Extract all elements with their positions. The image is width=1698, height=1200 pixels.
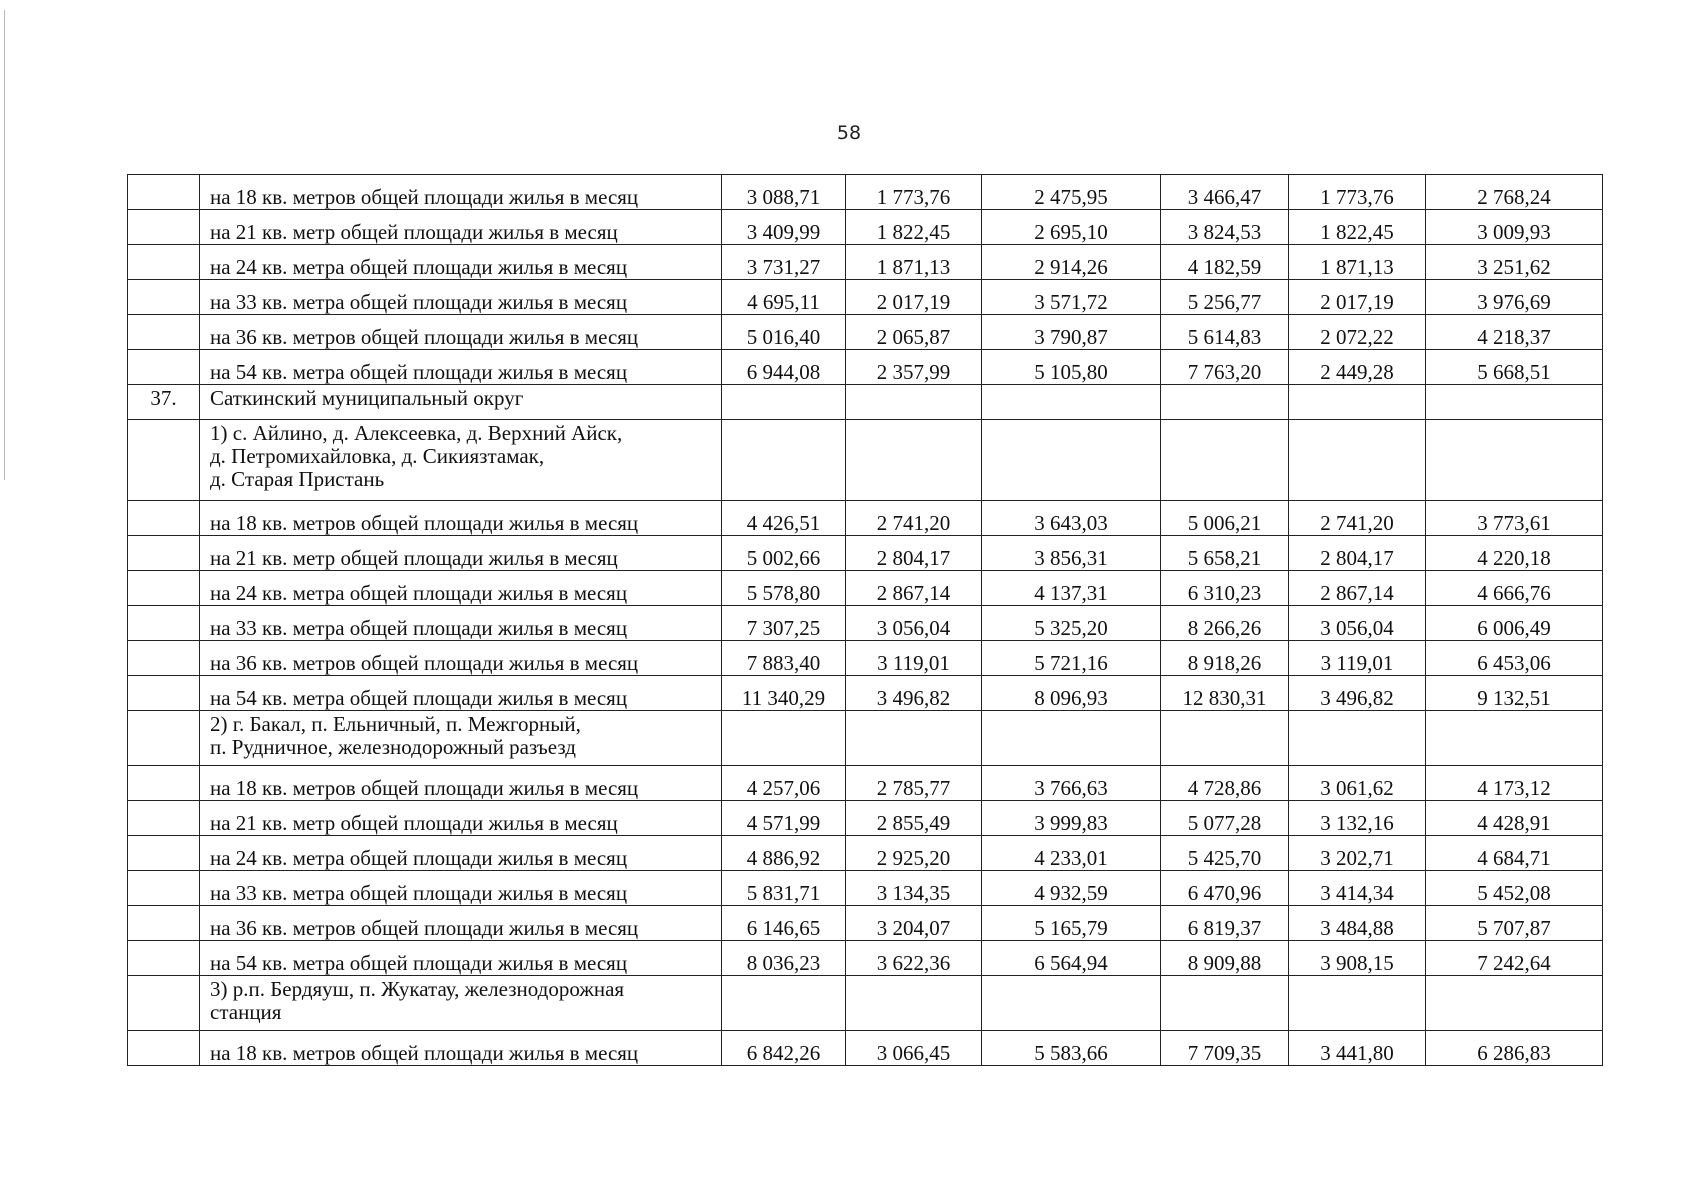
value-cell-col-6: 9 132,51 xyxy=(1426,676,1603,711)
value-cell-col-4: 4 728,86 xyxy=(1161,766,1289,801)
value-cell-col-5: 3 202,71 xyxy=(1289,836,1426,871)
value-cell-col-1: 11 340,29 xyxy=(722,676,846,711)
row-number-cell xyxy=(128,766,200,801)
row-number-cell xyxy=(128,501,200,536)
row-label-cell: на 18 кв. метров общей площади жилья в месяц xyxy=(200,501,722,536)
value-cell-col-6: 4 428,91 xyxy=(1426,801,1603,836)
value-cell-col-2: 2 925,20 xyxy=(846,836,982,871)
value-cell-col-3: 2 475,95 xyxy=(982,175,1161,210)
value-cell-col-4: 6 470,96 xyxy=(1161,871,1289,906)
value-cell-col-3: 4 233,01 xyxy=(982,836,1161,871)
value-cell-col-5: 3 441,80 xyxy=(1289,1031,1426,1066)
value-cell-col-2: 2 017,19 xyxy=(846,280,982,315)
table-row xyxy=(128,571,1603,606)
section-label-cell: 1) с. Айлино, д. Алексеевка, д. Верхний Айск, д. Петромихайловка, д. Сикиязтамак, д. Старая Пристань xyxy=(200,420,722,501)
value-cell-col-2: 3 134,35 xyxy=(846,871,982,906)
value-cell-col-5: 3 132,16 xyxy=(1289,801,1426,836)
value-cell-col-2: 2 357,99 xyxy=(846,350,982,385)
value-cell-col-4: 6 310,23 xyxy=(1161,571,1289,606)
value-cell-col-2: 1 871,13 xyxy=(846,245,982,280)
value-cell-col-2: 3 204,07 xyxy=(846,906,982,941)
value-cell-col-3: 5 583,66 xyxy=(982,1031,1161,1066)
value-cell-col-3: 5 105,80 xyxy=(982,350,1161,385)
row-label-cell: на 21 кв. метр общей площади жилья в месяц xyxy=(200,801,722,836)
value-cell-col-2: 3 119,01 xyxy=(846,641,982,676)
row-number-cell xyxy=(128,1031,200,1066)
value-cell-col-3: 4 932,59 xyxy=(982,871,1161,906)
table-row xyxy=(128,315,1603,350)
value-cell-col-6: 4 218,37 xyxy=(1426,315,1603,350)
value-cell-col-1: 6 146,65 xyxy=(722,906,846,941)
row-number-cell xyxy=(128,280,200,315)
row-label-cell: на 33 кв. метра общей площади жилья в месяц xyxy=(200,871,722,906)
value-cell-col-3 xyxy=(982,385,1161,420)
value-cell-col-3: 3 571,72 xyxy=(982,280,1161,315)
value-cell-col-6: 5 707,87 xyxy=(1426,906,1603,941)
value-cell-col-5: 1 871,13 xyxy=(1289,245,1426,280)
value-cell-col-3: 3 643,03 xyxy=(982,501,1161,536)
table-row xyxy=(128,941,1603,976)
value-cell-col-4: 7 763,20 xyxy=(1161,350,1289,385)
value-cell-col-2 xyxy=(846,420,982,501)
row-number-cell xyxy=(128,906,200,941)
row-label-cell: на 18 кв. метров общей площади жилья в месяц xyxy=(200,175,722,210)
row-number-cell xyxy=(128,941,200,976)
value-cell-col-2: 2 065,87 xyxy=(846,315,982,350)
value-cell-col-4: 7 709,35 xyxy=(1161,1031,1289,1066)
value-cell-col-3: 5 165,79 xyxy=(982,906,1161,941)
row-number-cell xyxy=(128,606,200,641)
value-cell-col-2: 2 785,77 xyxy=(846,766,982,801)
value-cell-col-1: 4 426,51 xyxy=(722,501,846,536)
value-cell-col-6 xyxy=(1426,385,1603,420)
value-cell-col-1: 4 571,99 xyxy=(722,801,846,836)
value-cell-col-4: 12 830,31 xyxy=(1161,676,1289,711)
value-cell-col-4 xyxy=(1161,711,1289,766)
value-cell-col-4: 3 466,47 xyxy=(1161,175,1289,210)
value-cell-col-1 xyxy=(722,711,846,766)
value-cell-col-6: 7 242,64 xyxy=(1426,941,1603,976)
value-cell-col-3: 5 721,16 xyxy=(982,641,1161,676)
value-cell-col-6: 4 220,18 xyxy=(1426,536,1603,571)
value-cell-col-6: 3 976,69 xyxy=(1426,280,1603,315)
value-cell-col-4: 4 182,59 xyxy=(1161,245,1289,280)
table-row xyxy=(128,766,1603,801)
table-row xyxy=(128,385,1603,420)
value-cell-col-5: 3 908,15 xyxy=(1289,941,1426,976)
value-cell-col-4: 8 909,88 xyxy=(1161,941,1289,976)
row-number-cell xyxy=(128,350,200,385)
value-cell-col-6: 6 006,49 xyxy=(1426,606,1603,641)
value-cell-col-1: 6 842,26 xyxy=(722,1031,846,1066)
value-cell-col-4: 6 819,37 xyxy=(1161,906,1289,941)
row-number-cell xyxy=(128,976,200,1031)
value-cell-col-1: 5 578,80 xyxy=(722,571,846,606)
table-row xyxy=(128,350,1603,385)
row-number-cell xyxy=(128,315,200,350)
value-cell-col-6: 3 773,61 xyxy=(1426,501,1603,536)
value-cell-col-5: 1 773,76 xyxy=(1289,175,1426,210)
table-body xyxy=(128,175,1603,1066)
table-row xyxy=(128,976,1603,1031)
value-cell-col-1: 6 944,08 xyxy=(722,350,846,385)
value-cell-col-4: 3 824,53 xyxy=(1161,210,1289,245)
row-label-cell: на 18 кв. метров общей площади жилья в месяц xyxy=(200,1031,722,1066)
value-cell-col-2 xyxy=(846,385,982,420)
value-cell-col-4 xyxy=(1161,976,1289,1031)
row-label-cell: на 21 кв. метр общей площади жилья в месяц xyxy=(200,210,722,245)
value-cell-col-3: 3 790,87 xyxy=(982,315,1161,350)
value-cell-col-5: 2 449,28 xyxy=(1289,350,1426,385)
value-cell-col-1: 3 731,27 xyxy=(722,245,846,280)
row-number-cell xyxy=(128,676,200,711)
value-cell-col-1: 3 409,99 xyxy=(722,210,846,245)
value-cell-col-5: 2 867,14 xyxy=(1289,571,1426,606)
value-cell-col-4: 5 614,83 xyxy=(1161,315,1289,350)
value-cell-col-3: 3 766,63 xyxy=(982,766,1161,801)
row-label-cell: на 36 кв. метров общей площади жилья в месяц xyxy=(200,906,722,941)
value-cell-col-5: 3 414,34 xyxy=(1289,871,1426,906)
table-row xyxy=(128,245,1603,280)
value-cell-col-2: 3 056,04 xyxy=(846,606,982,641)
row-label-cell: на 33 кв. метра общей площади жилья в месяц xyxy=(200,280,722,315)
value-cell-col-6 xyxy=(1426,420,1603,501)
value-cell-col-5 xyxy=(1289,976,1426,1031)
value-cell-col-5 xyxy=(1289,385,1426,420)
value-cell-col-4: 5 256,77 xyxy=(1161,280,1289,315)
value-cell-col-1: 4 695,11 xyxy=(722,280,846,315)
table-row xyxy=(128,801,1603,836)
value-cell-col-3: 3 856,31 xyxy=(982,536,1161,571)
row-label-cell: на 54 кв. метра общей площади жилья в месяц xyxy=(200,941,722,976)
value-cell-col-2 xyxy=(846,976,982,1031)
row-label-cell: на 33 кв. метра общей площади жилья в месяц xyxy=(200,606,722,641)
table-row xyxy=(128,606,1603,641)
value-cell-col-3: 6 564,94 xyxy=(982,941,1161,976)
table-row xyxy=(128,175,1603,210)
value-cell-col-1: 3 088,71 xyxy=(722,175,846,210)
value-cell-col-3: 2 695,10 xyxy=(982,210,1161,245)
row-number-cell xyxy=(128,711,200,766)
row-number-cell xyxy=(128,871,200,906)
table-row xyxy=(128,420,1603,501)
row-label-cell: на 36 кв. метров общей площади жилья в месяц xyxy=(200,315,722,350)
value-cell-col-5: 1 822,45 xyxy=(1289,210,1426,245)
value-cell-col-3: 4 137,31 xyxy=(982,571,1161,606)
row-number-cell: 37. xyxy=(128,385,200,420)
tariff-table xyxy=(127,174,1603,1066)
value-cell-col-2 xyxy=(846,711,982,766)
row-label-cell: на 54 кв. метра общей площади жилья в месяц xyxy=(200,676,722,711)
row-label-cell: на 18 кв. метров общей площади жилья в месяц xyxy=(200,766,722,801)
value-cell-col-6: 5 668,51 xyxy=(1426,350,1603,385)
table-row xyxy=(128,536,1603,571)
value-cell-col-5: 3 061,62 xyxy=(1289,766,1426,801)
row-label-cell: на 21 кв. метр общей площади жилья в месяц xyxy=(200,536,722,571)
value-cell-col-1 xyxy=(722,385,846,420)
row-label-cell: на 24 кв. метра общей площади жилья в месяц xyxy=(200,245,722,280)
value-cell-col-3: 3 999,83 xyxy=(982,801,1161,836)
value-cell-col-2: 2 741,20 xyxy=(846,501,982,536)
value-cell-col-2: 3 496,82 xyxy=(846,676,982,711)
row-label-cell: на 24 кв. метра общей площади жилья в месяц xyxy=(200,836,722,871)
value-cell-col-1: 5 831,71 xyxy=(722,871,846,906)
value-cell-col-5: 2 741,20 xyxy=(1289,501,1426,536)
value-cell-col-1: 7 883,40 xyxy=(722,641,846,676)
value-cell-col-2: 3 066,45 xyxy=(846,1031,982,1066)
table-row xyxy=(128,711,1603,766)
value-cell-col-3: 2 914,26 xyxy=(982,245,1161,280)
table-row xyxy=(128,210,1603,245)
row-label-cell: на 24 кв. метра общей площади жилья в месяц xyxy=(200,571,722,606)
section-label-cell: 3) р.п. Бердяуш, п. Жукатау, железнодорожная станция xyxy=(200,976,722,1031)
value-cell-col-2: 2 867,14 xyxy=(846,571,982,606)
value-cell-col-2: 1 773,76 xyxy=(846,175,982,210)
value-cell-col-2: 3 622,36 xyxy=(846,941,982,976)
value-cell-col-1 xyxy=(722,420,846,501)
value-cell-col-6: 3 009,93 xyxy=(1426,210,1603,245)
value-cell-col-6: 4 684,71 xyxy=(1426,836,1603,871)
value-cell-col-5: 2 072,22 xyxy=(1289,315,1426,350)
value-cell-col-1: 8 036,23 xyxy=(722,941,846,976)
value-cell-col-4: 8 918,26 xyxy=(1161,641,1289,676)
value-cell-col-3: 8 096,93 xyxy=(982,676,1161,711)
row-label-cell: на 54 кв. метра общей площади жилья в месяц xyxy=(200,350,722,385)
value-cell-col-5: 3 496,82 xyxy=(1289,676,1426,711)
value-cell-col-1 xyxy=(722,976,846,1031)
value-cell-col-4: 5 006,21 xyxy=(1161,501,1289,536)
row-number-cell xyxy=(128,801,200,836)
value-cell-col-6: 6 453,06 xyxy=(1426,641,1603,676)
value-cell-col-1: 7 307,25 xyxy=(722,606,846,641)
value-cell-col-3 xyxy=(982,976,1161,1031)
value-cell-col-6: 5 452,08 xyxy=(1426,871,1603,906)
value-cell-col-5 xyxy=(1289,420,1426,501)
table-row xyxy=(128,871,1603,906)
value-cell-col-6: 6 286,83 xyxy=(1426,1031,1603,1066)
row-number-cell xyxy=(128,836,200,871)
value-cell-col-1: 4 886,92 xyxy=(722,836,846,871)
value-cell-col-6 xyxy=(1426,976,1603,1031)
table-row xyxy=(128,836,1603,871)
value-cell-col-6: 2 768,24 xyxy=(1426,175,1603,210)
value-cell-col-4: 5 658,21 xyxy=(1161,536,1289,571)
value-cell-col-1: 5 002,66 xyxy=(722,536,846,571)
value-cell-col-6: 4 666,76 xyxy=(1426,571,1603,606)
value-cell-col-5: 3 119,01 xyxy=(1289,641,1426,676)
row-number-cell xyxy=(128,536,200,571)
value-cell-col-3 xyxy=(982,711,1161,766)
table-row xyxy=(128,676,1603,711)
row-number-cell xyxy=(128,420,200,501)
scan-margin-line xyxy=(4,10,5,480)
row-label-cell: на 36 кв. метров общей площади жилья в месяц xyxy=(200,641,722,676)
value-cell-col-4 xyxy=(1161,420,1289,501)
value-cell-col-5: 3 484,88 xyxy=(1289,906,1426,941)
page-number: 58 xyxy=(836,122,862,144)
value-cell-col-5: 2 017,19 xyxy=(1289,280,1426,315)
value-cell-col-4 xyxy=(1161,385,1289,420)
value-cell-col-3 xyxy=(982,420,1161,501)
value-cell-col-6 xyxy=(1426,711,1603,766)
value-cell-col-5 xyxy=(1289,711,1426,766)
table-row xyxy=(128,280,1603,315)
row-number-cell xyxy=(128,210,200,245)
value-cell-col-2: 2 804,17 xyxy=(846,536,982,571)
section-label-cell: 2) г. Бакал, п. Ельничный, п. Межгорный, п. Рудничное, железнодорожный разъезд xyxy=(200,711,722,766)
table-row xyxy=(128,501,1603,536)
value-cell-col-3: 5 325,20 xyxy=(982,606,1161,641)
row-number-cell xyxy=(128,571,200,606)
value-cell-col-1: 4 257,06 xyxy=(722,766,846,801)
table-row xyxy=(128,641,1603,676)
table-row xyxy=(128,906,1603,941)
value-cell-col-4: 8 266,26 xyxy=(1161,606,1289,641)
value-cell-col-5: 3 056,04 xyxy=(1289,606,1426,641)
value-cell-col-4: 5 425,70 xyxy=(1161,836,1289,871)
value-cell-col-6: 3 251,62 xyxy=(1426,245,1603,280)
row-number-cell xyxy=(128,641,200,676)
value-cell-col-1: 5 016,40 xyxy=(722,315,846,350)
table-row xyxy=(128,1031,1603,1066)
value-cell-col-6: 4 173,12 xyxy=(1426,766,1603,801)
value-cell-col-2: 1 822,45 xyxy=(846,210,982,245)
value-cell-col-4: 5 077,28 xyxy=(1161,801,1289,836)
row-number-cell xyxy=(128,245,200,280)
row-number-cell xyxy=(128,175,200,210)
section-label-cell: Саткинский муниципальный округ xyxy=(200,385,722,420)
value-cell-col-5: 2 804,17 xyxy=(1289,536,1426,571)
value-cell-col-2: 2 855,49 xyxy=(846,801,982,836)
